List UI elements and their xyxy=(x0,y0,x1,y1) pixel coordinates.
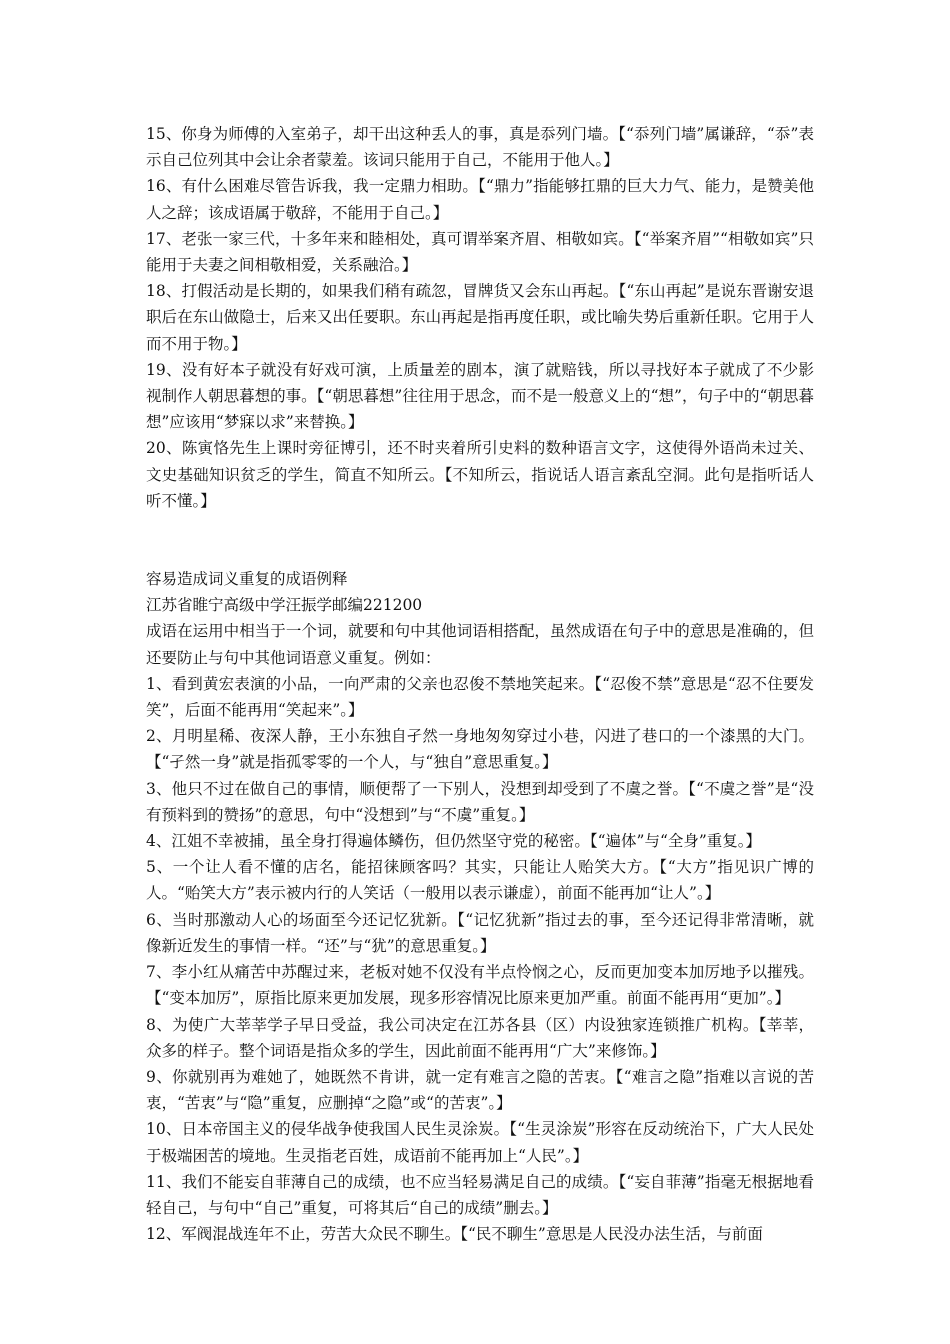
section-title: 容易造成词义重复的成语例释 xyxy=(146,570,348,589)
section-divider-space xyxy=(146,514,814,566)
list-item: 3、他只不过在做自己的事情，顺便帮了一下别人，没想到却受到了不虞之誉。【“不虞之誉”是“没有预料到的赞扬”的意思，句中“没想到”与“不虞”重复。】 xyxy=(146,779,814,824)
list-item: 15、你身为师傅的入室弟子，却干出这种丢人的事，真是忝列门墙。【“忝列门墙”属谦辞，“忝”表示自己位列其中会让余者蒙羞。该词只能用于自己，不能用于他人。】 xyxy=(146,125,814,170)
section-misused-idioms xyxy=(146,121,814,514)
list-item: 19、没有好本子就没有好戏可演，上质量差的剧本，演了就赔钱，所以寻找好本子就成了不少影视制作人朝思暮想的事。【“朝思暮想”往往用于思念，而不是一般意义上的“想”，句子中的“朝思暮想”应该用“梦寐以求”来替换。】 xyxy=(146,360,814,432)
author-line: 江苏省睢宁高级中学汪振学邮编221200 xyxy=(146,596,423,615)
list-item: 16、有什么困难尽管告诉我，我一定鼎力相助。【“鼎力”指能够扛鼎的巨大力气、能力，是赞美他人之辞；该成语属于敬辞，不能用于自己。】 xyxy=(146,177,814,222)
section-redundant-idioms xyxy=(146,566,814,1247)
list-item: 18、打假活动是长期的，如果我们稍有疏忽，冒牌货又会东山再起。【“东山再起”是说东晋谢安退职后在东山做隐士，后来又出任要职。东山再起是指再度任职，或比喻失势后重新任职。它用于人而不用于物。】 xyxy=(146,282,814,353)
list-item: 9、你就别再为难她了，她既然不肯讲，就一定有难言之隐的苦衷。【“难言之隐”指难以言说的苦衷，“苦衷”与“隐”重复，应删掉“之隐”或“的苦衷”。】 xyxy=(146,1067,814,1113)
list-item: 2、月明星稀、夜深人静，王小东独自孑然一身地匆匆穿过小巷，闪进了巷口的一个漆黑的大门。【“孑然一身”就是指孤零零的一个人，与“独自”意思重复。】 xyxy=(146,727,814,772)
list-item: 8、为使广大莘莘学子早日受益，我公司决定在江苏各县（区）内设独家连锁推广机构。【莘莘，众多的样子。整个词语是指众多的学生，因此前面不能再用“广大”来修饰。】 xyxy=(146,1015,814,1060)
list-item: 11、我们不能妄自菲薄自己的成绩，也不应当轻易满足自己的成绩。【“妄自菲薄”指毫无根据地看轻自己，与句中“自己”重复，可将其后“自己的成绩”删去。】 xyxy=(146,1172,814,1217)
list-item: 5、一个让人看不懂的店名，能招徕顾客吗？其实，只能让人贻笑大方。【“大方”指见识广博的人。“贻笑大方”表示被内行的人笑话（一般用以表示谦虚），前面不能再加“让人”。】 xyxy=(146,858,814,903)
list-item: 17、老张一家三代，十多年来和睦相处，真可谓举案齐眉、相敬如宾。【“举案齐眉”“相敬如宾”只能用于夫妻之间相敬相爱，关系融洽。】 xyxy=(146,229,814,275)
list-item: 4、江姐不幸被捕，虽全身打得遍体鳞伤，但仍然坚守党的秘密。【“遍体”与“全身”重复。】 xyxy=(146,832,762,851)
document-page xyxy=(146,121,814,1247)
list-item: 6、当时那激动人心的场面至今还记忆犹新。【“记忆犹新”指过去的事，至今还记得非常清晰，就像新近发生的事情一样。“还”与“犹”的意思重复。】 xyxy=(146,910,814,955)
list-item: 12、军阀混战连年不止，劳苦大众民不聊生。【“民不聊生”意思是人民没办法生活，与前面 xyxy=(146,1225,763,1244)
intro-paragraph: 成语在运用中相当于一个词，就要和句中其他词语相搭配，虽然成语在句子中的意思是准确的，但还要防止与句中其他词语意义重复。例如： xyxy=(146,622,814,667)
list-item: 7、李小红从痛苦中苏醒过来，老板对她不仅没有半点怜悯之心，反而更加变本加厉地予以摧残。【“变本加厉”，原指比原来更加发展，现多形容情况比原来更加严重。前面不能再用“更加”。】 xyxy=(146,963,814,1008)
list-item: 20、陈寅恪先生上课时旁征博引，还不时夹着所引史料的数种语言文字，这使得外语尚未过关、文史基础知识贫乏的学生，简直不知所云。【不知所云，指说话人语言紊乱空洞。此句是指听话人听不懂。】 xyxy=(146,439,814,510)
list-item: 10、日本帝国主义的侵华战争使我国人民生灵涂炭。【“生灵涂炭”形容在反动统治下，广大人民处于极端困苦的境地。生灵指老百姓，成语前不能再加上“人民”。】 xyxy=(146,1120,814,1165)
list-item: 1、看到黄宏表演的小品，一向严肃的父亲也忍俊不禁地笑起来。【“忍俊不禁”意思是“忍不住要发笑”，后面不能再用“笑起来”。】 xyxy=(146,674,814,720)
